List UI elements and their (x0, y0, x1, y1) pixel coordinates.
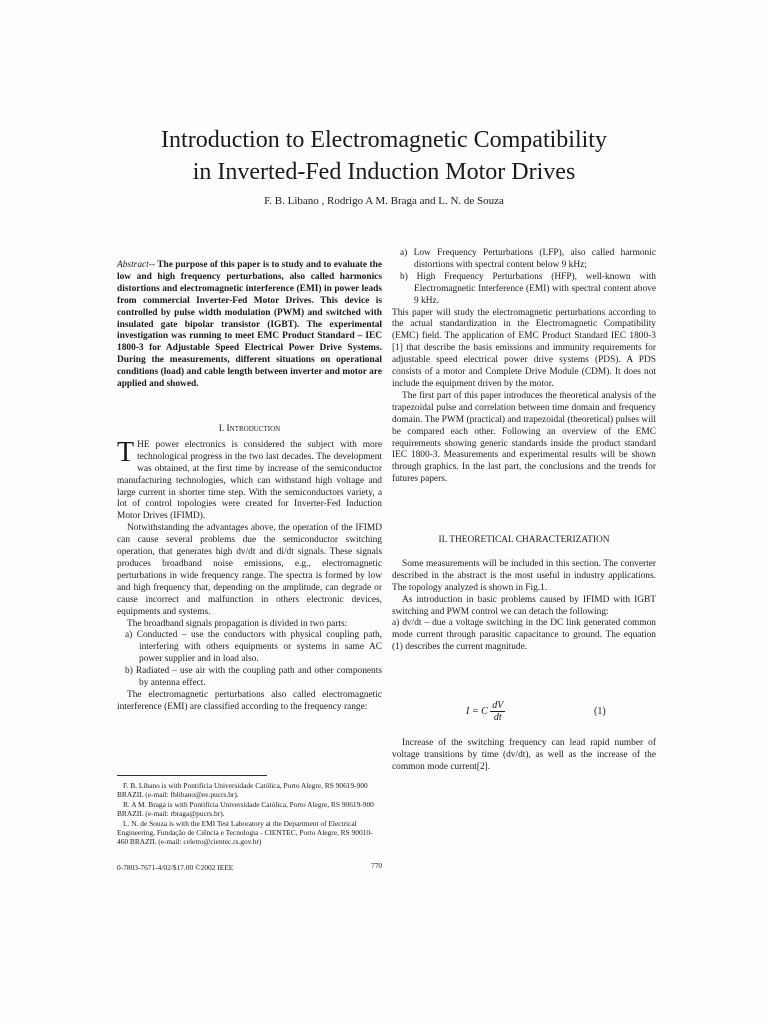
theory-continued (392, 738, 656, 774)
equation-fraction (490, 700, 505, 723)
footnote-1: F. B. Libano is with Pontifícia Universidade Católica, Porto Alegre, RS 90619-900 BRAZIL (e-mail: fblibano@ee.pucrs.br). (117, 781, 368, 800)
right-column-text (392, 248, 656, 486)
abstract (117, 260, 382, 391)
equation-lhs: I = C (466, 705, 488, 717)
right-paragraph-2: The first part of this paper introduces the theoretical analysis of the trapezoidal pulse and correlation between time domain and frequency domain. The PWM (practical) and trapezoidal (theoretical) pulses will be compared each other. Following an overview of the EMC requirements showing generic standards inside the product standard IEC 1800-3. Measurements and experimental results will be shown through graphics. In the last part, the conclusions and the trends for futures papers. (392, 390, 656, 485)
paper-title-line-1: Introduction to Electromagnetic Compatibility (161, 127, 607, 153)
section-heading-theory: II. THEORETICAL CHARACTERIZATION (438, 535, 610, 545)
footnote-3: L. N. de Souza is with the EMI Test Laboratory at the Department of Electrical Engineering, Fundação de Ciência e Tecnologia - CIENTEC, Porto Alegre, RS 90010-460 BRAZIL (e-mail: celetro@cientec.rs.gov.br) (117, 818, 373, 847)
footnote-rule (117, 775, 267, 776)
author-list: F. B. Libano , Rodrigo A M. Braga and L. N. de Souza (264, 195, 504, 207)
introduction-section (117, 424, 382, 714)
paper-title-line-2: in Inverted-Fed Induction Motor Drives (192, 159, 576, 185)
theory-paragraph-1: Some measurements will be included in this section. The converter described in the abstract is the most useful in industry applications. The topology analyzed is shown in Fig.1. (392, 558, 656, 593)
right-paragraph-1: This paper will study the electromagnetic perturbations according to the actual standardization in the Electromagnetic Compatibility (EMC) field. The application of EMC Product Standard IEC 1800-3 [1] that describe the basis emissions and immunity requirements for adjustable speed electrical power drive systems (PDS). A PDS consists of a motor and Complete Drive Module (CDM). It does not include the equipment driven by the motor. (392, 307, 656, 389)
intro-paragraph-3: The broadband signals propagation is divided in two parts: (127, 618, 348, 629)
drop-cap: T (117, 436, 135, 468)
intro-list-item-b: b) Radiated – use air with the coupling path and other components by antenna effect. (125, 666, 382, 689)
equation-denominator: dt (493, 712, 502, 723)
equation-numerator: dV (492, 700, 504, 711)
frequency-list-item-b: b) High Frequency Perturbations (HFP), well-known with Electromagnetic Interference (EMI) with spectral content above 9 kHz. (400, 271, 656, 306)
footnotes (117, 781, 382, 847)
theory-section (392, 535, 656, 654)
page-number: 770 (371, 861, 383, 870)
abstract-label: Abstract-- (117, 260, 156, 270)
section-heading-introduction: I. Introduction (218, 424, 281, 434)
equation-1 (466, 700, 505, 723)
copyright-line: 0-7803-7671-4/02/$17.00 ©2002 IEEE (117, 863, 234, 872)
intro-paragraph-1: HE power electronics is considered the subject with more technological progress in the two last decades. The development was obtained, at the first time by increase of the semiconductor manufacturing technologies, which can withstand high voltage and large current in shorter time step. With the semiconductors variety, a lot of control topologies were created for Inverter-Fed Induction Motor Drives (IFIMD). (117, 439, 382, 522)
equation-number: (1) (594, 706, 606, 717)
frequency-list-item-a: a) Low Frequency Perturbations (LFP), also called harmonic distortions with spectral content below 9 kHz; (400, 248, 656, 270)
theory-list-item-a: a) dv/dt – due a voltage switching in the DC link generated common mode current through parasitic capacitance to ground. The equation (1) describes the current magnitude. (392, 618, 656, 653)
theory-paragraph-3: Increase of the switching frequency can lead rapid number of voltage transitions by time (dv/dt), as well as the increase of the common mode current[2]. (392, 738, 656, 772)
intro-paragraph-2: Notwithstanding the advantages above, the operation of the IFIMD can cause several problems due the semiconductor switching operation, that generates high dv/dt and di/dt signals. These signals produces broadband noise emissions, e.g., electromagnetic perturbations in wide frequency range. The spectra is formed by low and high frequency that, depending on the amplitude, can degrade or cause incorrect and malfunction in others electronic devices, equipments and systems. (117, 523, 382, 617)
intro-list-item-a: a) Conducted – use the conductors with physical coupling path, interfering with others equipments or systems in same AC power supplier and in load also. (125, 630, 382, 665)
theory-paragraph-2: As introduction in basic problems caused by IFIMD with IGBT switching and PWM control we can detach the following: (392, 594, 656, 617)
footnote-2: R. A M. Braga is with Pontifícia Universidade Católica, Porto Alegre, RS 90619-900 BRAZIL (e-mail: rbraga@pucrs.br). (117, 799, 374, 819)
intro-paragraph-4: The electromagnetic perturbations also called electromagnetic interference (EMI) are classified according to the frequency range: (117, 689, 382, 712)
abstract-text: The purpose of this paper is to study and to evaluate the low and high frequency perturbations, also called harmonics distortions and electromagnetic interference (EMI) in power leads from commercial Inverter-Fed Motor Drives. This device is controlled by pulse width modulation (PWM) and switched with insulated gate bipolar transistor (IGBT). The experimental investigation was running to meet EMC Product Standard – IEC 1800-3 for Adjustable Speed Electrical Power Drive Systems. During the measurements, different situations on operational conditions (load) and cable length between inverter and motor are applied and showed. (117, 260, 382, 390)
